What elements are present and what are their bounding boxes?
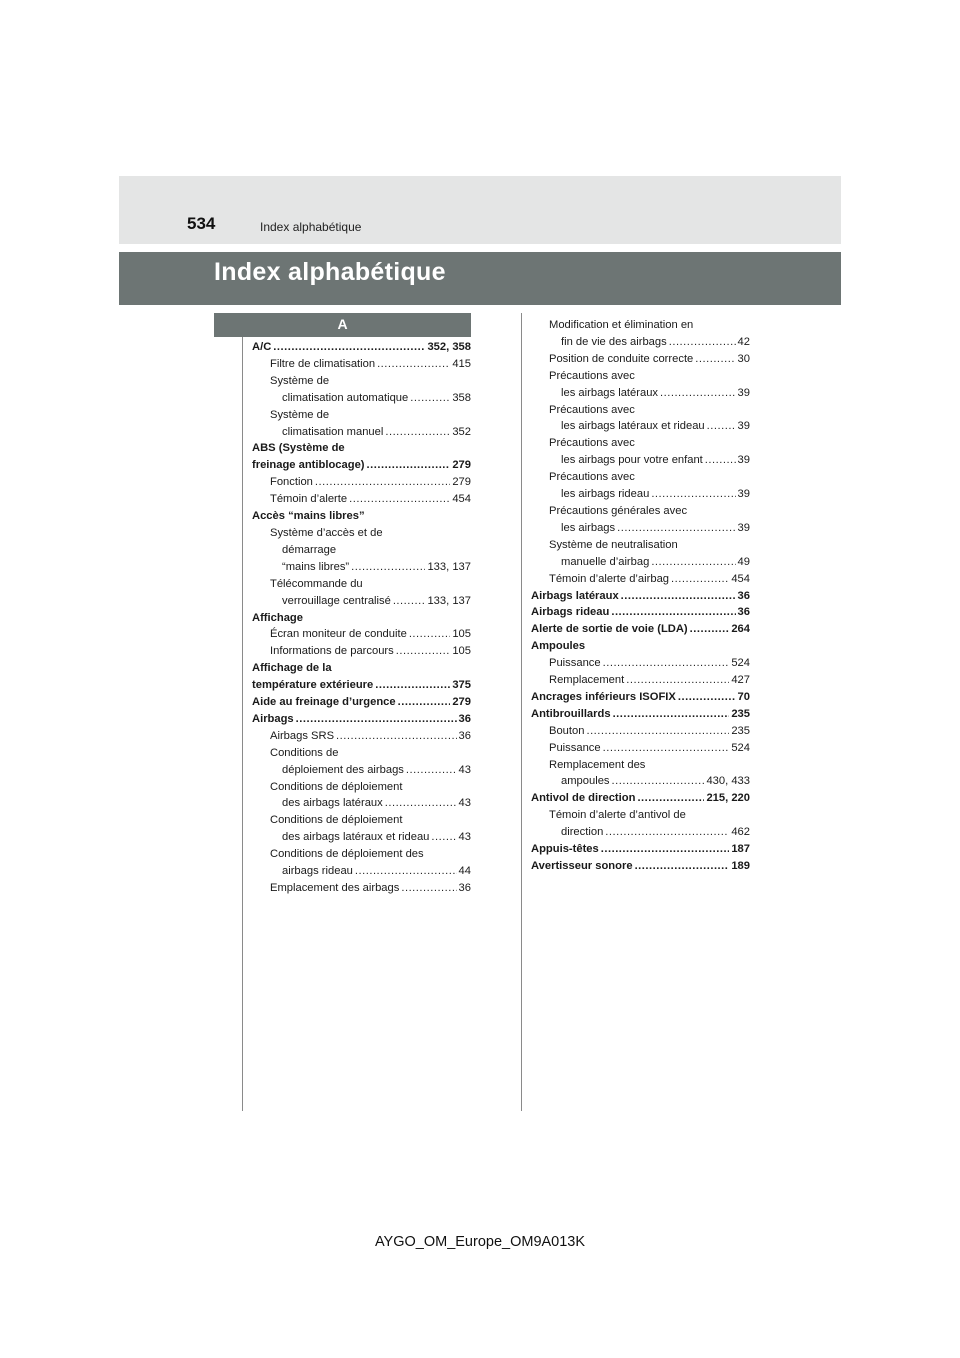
- index-entry: [531, 824, 750, 841]
- index-entry-label: des airbags latéraux: [282, 797, 383, 810]
- dot-leader: [336, 728, 457, 745]
- dot-leader: [367, 457, 451, 474]
- dot-leader: [315, 474, 450, 491]
- index-entry-pages: 36: [458, 882, 471, 894]
- index-entry: [252, 593, 471, 610]
- dot-leader: [617, 520, 735, 537]
- dot-leader: [603, 655, 730, 672]
- index-entry: [531, 621, 750, 638]
- index-entry-label: les airbags latéraux et rideau: [561, 420, 705, 433]
- index-entry: [252, 390, 471, 407]
- index-entry-pages: 42: [737, 335, 750, 348]
- dot-leader: [351, 559, 425, 576]
- index-entry-pages: 43: [458, 831, 471, 844]
- dot-leader: [406, 762, 457, 779]
- dot-leader: [393, 593, 426, 610]
- index-entry-label: Témoin d’alerte: [270, 493, 348, 506]
- index-heading: ABS (Système de: [252, 442, 345, 455]
- dot-leader: [690, 621, 730, 638]
- index-entry-label: A/C: [252, 341, 272, 353]
- index-subheading: Conditions de déploiement: [270, 780, 403, 793]
- index-entry-pages: 427: [731, 674, 750, 687]
- index-entry-label: climatisation manuel: [282, 425, 384, 438]
- index-entry: [531, 841, 750, 858]
- index-entry: [531, 486, 750, 503]
- index-subheading: Précautions avec: [549, 471, 635, 484]
- index-entry-pages: 235: [731, 724, 750, 737]
- index-subheading: Système de: [270, 408, 330, 421]
- index-subheading: Conditions de déploiement des: [270, 848, 424, 861]
- dot-leader: [385, 795, 457, 812]
- index-entry-label: Filtre de climatisation: [270, 357, 376, 370]
- dot-leader: [651, 554, 735, 571]
- dot-leader: [669, 334, 736, 351]
- index-entry-label: Airbags: [252, 712, 294, 725]
- index-entry: [252, 356, 471, 373]
- dot-leader: [586, 723, 729, 740]
- index-entry-label: freinage antiblocage): [252, 459, 365, 472]
- index-entry-pages: 70: [737, 690, 750, 703]
- index-entry-label: température extérieure: [252, 679, 374, 692]
- index-entry-label: verrouillage centralisé: [282, 594, 391, 607]
- index-entry: [531, 520, 750, 537]
- index-entry-pages: 375: [452, 679, 471, 692]
- index-entry: [252, 762, 471, 779]
- index-entry: [252, 728, 471, 745]
- dot-leader: [613, 706, 730, 723]
- index-entry-pages: 39: [737, 521, 750, 534]
- right-column-rule: [521, 313, 522, 1111]
- dot-leader: [605, 824, 729, 841]
- index-entry-label: Aide au freinage d’urgence: [252, 696, 396, 709]
- index-entry-pages: 187: [731, 843, 750, 856]
- index-entry-label: les airbags: [561, 521, 616, 534]
- index-heading: Accès “mains libres”: [252, 510, 365, 523]
- index-entry: [531, 740, 750, 757]
- dot-leader: [409, 626, 451, 643]
- dot-leader: [355, 863, 457, 880]
- index-entry: [531, 672, 750, 689]
- index-entry-pages: 358: [452, 391, 471, 404]
- index-entry-label: Témoin d’alerte d’airbag: [549, 572, 670, 585]
- dot-leader: [612, 773, 705, 790]
- page-number: 534: [187, 214, 216, 233]
- index-column-left: [252, 339, 471, 897]
- index-column-right: [531, 317, 750, 875]
- index-entry: [531, 571, 750, 588]
- index-subheading: Précautions avec: [549, 437, 635, 450]
- document-code-footer: AYGO_OM_Europe_OM9A013K: [374, 1234, 586, 1250]
- index-entry: [531, 351, 750, 368]
- index-subheading: Système de: [270, 374, 330, 387]
- index-heading: Affichage: [252, 611, 303, 624]
- index-entry-pages: 36: [737, 589, 750, 602]
- index-entry-pages: 524: [731, 657, 750, 670]
- dot-leader: [401, 880, 456, 897]
- dot-leader: [385, 424, 450, 441]
- index-entry-pages: 279: [452, 459, 471, 472]
- header-band: [119, 176, 841, 244]
- dot-leader: [410, 390, 450, 407]
- index-entry-pages: 105: [452, 645, 471, 658]
- index-entry-label: les airbags pour votre enfant: [561, 454, 703, 467]
- index-entry-pages: 44: [458, 865, 471, 878]
- dot-leader: [611, 604, 735, 621]
- index-entry-pages: 279: [452, 696, 471, 709]
- index-entry: [531, 452, 750, 469]
- index-entry-label: Alerte de sortie de voie (LDA): [531, 623, 688, 636]
- index-entry-label: Antivol de direction: [531, 792, 636, 805]
- index-entry: [252, 474, 471, 491]
- index-entry: [531, 773, 750, 790]
- dot-leader: [637, 790, 704, 807]
- index-entry-pages: 39: [737, 488, 750, 501]
- index-entry: [252, 643, 471, 660]
- index-entry-pages: 36: [737, 606, 750, 619]
- index-entry-label: Ancrages inférieurs ISOFIX: [531, 690, 676, 703]
- index-entry-label: Appuis-têtes: [531, 843, 599, 856]
- dot-leader: [671, 571, 729, 588]
- dot-leader: [273, 339, 425, 356]
- index-entry: [531, 604, 750, 621]
- index-entry: [252, 339, 471, 356]
- index-entry-label: Écran moniteur de conduite: [270, 628, 407, 641]
- index-entry-pages: 39: [737, 420, 750, 433]
- index-entry-label: Bouton: [549, 724, 585, 737]
- index-entry-pages: 43: [458, 763, 471, 776]
- index-entry-pages: 39: [737, 386, 750, 399]
- index-entry-label: Emplacement des airbags: [270, 882, 400, 894]
- index-entry-pages: 235: [731, 707, 750, 720]
- dot-leader: [431, 829, 456, 846]
- index-entry: [252, 491, 471, 508]
- index-entry-label: airbags rideau: [282, 865, 353, 878]
- index-entry-pages: 215, 220: [706, 792, 750, 805]
- index-subheading: Précautions générales avec: [549, 504, 688, 517]
- index-entry: [531, 689, 750, 706]
- index-entry-label: Position de conduite correcte: [549, 352, 694, 365]
- index-entry-label: Remplacement: [549, 674, 625, 687]
- index-entry-label: les airbags latéraux: [561, 386, 659, 399]
- index-entry: [531, 858, 750, 875]
- index-entry: [252, 424, 471, 441]
- index-entry: [531, 655, 750, 672]
- index-entry-label: Airbags latéraux: [531, 589, 619, 602]
- index-entry-label: direction: [561, 826, 604, 839]
- index-entry-pages: 36: [458, 712, 471, 725]
- index-entry: [252, 626, 471, 643]
- index-entry-pages: 454: [452, 493, 471, 506]
- index-subheading: Télécommande du: [270, 577, 363, 590]
- index-entry-label: Airbags rideau: [531, 606, 610, 619]
- index-entry-pages: 189: [731, 860, 750, 872]
- index-entry-label: “mains libres”: [282, 560, 350, 573]
- dot-leader: [626, 672, 729, 689]
- dot-leader: [396, 643, 451, 660]
- dot-leader: [651, 486, 735, 503]
- index-entry: [252, 711, 471, 728]
- index-entry: [531, 790, 750, 807]
- index-subheading: Témoin d’alerte d’antivol de: [549, 809, 686, 822]
- index-subheading: démarrage: [282, 543, 337, 556]
- index-entry: [252, 880, 471, 897]
- index-entry-label: Puissance: [549, 741, 601, 754]
- dot-leader: [695, 351, 735, 368]
- index-subheading: Conditions de: [270, 746, 339, 759]
- index-entry-label: Antibrouillards: [531, 707, 611, 720]
- index-entry-pages: 30: [737, 352, 750, 365]
- index-entry: [252, 457, 471, 474]
- index-entry-label: déploiement des airbags: [282, 763, 404, 776]
- index-entry-label: Informations de parcours: [270, 645, 394, 658]
- index-entry: [531, 588, 750, 605]
- index-entry: [531, 723, 750, 740]
- index-entry-pages: 105: [452, 628, 471, 641]
- index-entry: [531, 385, 750, 402]
- dot-leader: [377, 356, 450, 373]
- index-entry-label: les airbags rideau: [561, 488, 650, 501]
- running-head: Index alphabétique: [260, 220, 362, 234]
- dot-leader: [705, 452, 736, 469]
- dot-leader: [660, 385, 736, 402]
- index-entry-label: climatisation automatique: [282, 391, 409, 404]
- index-entry: [252, 677, 471, 694]
- index-entry: [252, 559, 471, 576]
- dot-leader: [635, 858, 730, 875]
- index-entry-label: manuelle d’airbag: [561, 555, 650, 568]
- index-subheading: Précautions avec: [549, 369, 635, 382]
- index-entry-pages: 133, 137: [427, 560, 471, 573]
- index-entry-pages: 524: [731, 741, 750, 754]
- index-entry-pages: 133, 137: [427, 594, 471, 607]
- index-subheading: Remplacement des: [549, 758, 646, 771]
- dot-leader: [603, 740, 730, 757]
- index-entry-pages: 36: [458, 729, 471, 742]
- index-entry-label: fin de vie des airbags: [561, 335, 667, 348]
- index-entry-pages: 39: [737, 454, 750, 467]
- index-entry: [531, 418, 750, 435]
- dot-leader: [296, 711, 457, 728]
- index-entry-label: des airbags latéraux et rideau: [282, 831, 430, 844]
- index-entry: [531, 706, 750, 723]
- index-entry-pages: 279: [452, 476, 471, 489]
- index-entry: [252, 829, 471, 846]
- dot-leader: [349, 491, 450, 508]
- index-entry-label: Fonction: [270, 476, 313, 489]
- index-heading: Affichage de la: [252, 662, 332, 675]
- index-subheading: Système de neutralisation: [549, 538, 678, 551]
- index-entry-pages: 415: [452, 357, 471, 370]
- dot-leader: [707, 418, 736, 435]
- index-entry-pages: 430, 433: [706, 775, 750, 788]
- index-entry: [531, 334, 750, 351]
- index-entry-pages: 43: [458, 797, 471, 810]
- index-entry-pages: 352: [452, 425, 471, 438]
- index-entry: [252, 863, 471, 880]
- index-entry-pages: 49: [737, 555, 750, 568]
- index-entry: [252, 795, 471, 812]
- index-entry-pages: 462: [731, 826, 750, 839]
- index-subheading: Système d’accès et de: [270, 526, 383, 539]
- index-entry-label: Airbags SRS: [270, 729, 335, 742]
- dot-leader: [678, 689, 736, 706]
- index-entry-label: Puissance: [549, 657, 601, 670]
- index-entry: [252, 694, 471, 711]
- index-entry-pages: 352, 358: [427, 341, 471, 353]
- index-subheading: Conditions de déploiement: [270, 814, 403, 827]
- section-letter-tab: A: [214, 313, 471, 337]
- dot-leader: [375, 677, 450, 694]
- index-entry-label: ampoules: [561, 775, 610, 788]
- index-heading: Ampoules: [531, 640, 586, 653]
- index-entry-label: Avertisseur sonore: [531, 860, 633, 872]
- index-entry: [531, 554, 750, 571]
- page-title: Index alphabétique: [214, 258, 446, 286]
- index-subheading: Modification et élimination en: [549, 319, 694, 331]
- index-subheading: Précautions avec: [549, 403, 635, 416]
- left-column-rule: [242, 313, 243, 1111]
- dot-leader: [621, 588, 736, 605]
- dot-leader: [398, 694, 451, 711]
- index-entry-pages: 454: [731, 572, 750, 585]
- dot-leader: [601, 841, 730, 858]
- index-entry-pages: 264: [731, 623, 750, 636]
